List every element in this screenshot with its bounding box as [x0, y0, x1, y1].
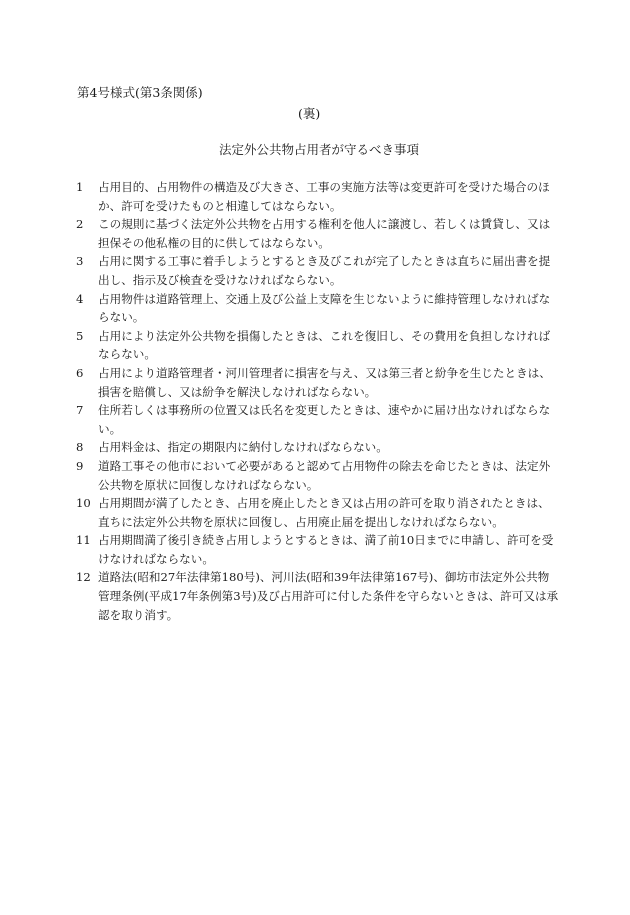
rule-item: [76, 215, 560, 252]
rule-text: 占用期間が満了したとき、占用を廃止したとき又は占用の許可を取り消されたときは、直ちに法定外公共物を原状に回復し、占用廃止届を提出しなければならない。: [98, 496, 550, 529]
rule-text: 占用により法定外公共物を損傷したときは、これを復旧し、その費用を負担しなければならない。: [98, 328, 551, 362]
rule-text: 占用物件は道路管理上、交通上及び公益上支障を生じないように維持管理しなければならない。: [98, 291, 551, 325]
rule-item: [76, 178, 560, 215]
rule-number: 8: [76, 440, 84, 455]
rule-text: 道路工事その他市において必要があると認めて占用物件の除去を命じたときは、法定外公共物を原状に回復しなければならない。: [98, 458, 551, 492]
rule-text: 道路法(昭和27年法律第180号)、河川法(昭和39年法律第167号)、御坊市法定外公共物管理条例(平成17年条例第3号)及び占用許可に付した条件を守らないときは、許可又は承認を取り消す。: [98, 570, 559, 622]
rule-text: 住所若しくは事務所の位置又は氏名を変更したときは、速やかに届け出なければならない。: [98, 403, 551, 436]
reverse-side-label: (裏): [298, 106, 321, 121]
rule-text: 占用期間満了後引き続き占用しようとするときは、満了前10日までに申請し、許可を受けなければならない。: [98, 533, 554, 566]
rule-number: 5: [76, 328, 84, 343]
rules-list: [76, 178, 560, 624]
rule-number: 4: [76, 291, 84, 306]
rule-number: 10: [76, 496, 91, 511]
document-title: 法定外公共物占用者が守るべき事項: [219, 142, 420, 157]
rule-item: [76, 327, 560, 364]
rule-item: [76, 531, 560, 568]
rule-item: [76, 290, 560, 327]
rule-number: 6: [76, 365, 84, 380]
rule-text: 占用により道路管理者・河川管理者に損害を与え、又は第三者と紛争を生じたときは、損害を賠償し、又は紛争を解決しなければならない。: [98, 365, 551, 399]
rule-number: 7: [76, 403, 84, 418]
rule-number: 9: [76, 458, 84, 473]
rule-number: 2: [76, 217, 84, 232]
rule-text: 占用に関する工事に着手しようとするとき及びこれが完了したときは直ちに届出書を提出し、指示及び検査を受けなければならない。: [98, 254, 551, 287]
rule-item: [76, 494, 560, 531]
rule-number: 3: [76, 254, 84, 269]
rule-number: 12: [76, 570, 91, 585]
rule-item: [76, 252, 560, 289]
rule-text: 占用目的、占用物件の構造及び大きさ、工事の実施方法等は変更許可を受けた場合のほか、許可を受けたものと相違してはならない。: [98, 180, 550, 213]
rule-item: [76, 438, 560, 457]
rule-number: 11: [76, 533, 91, 548]
rule-text: 占用料金は、指定の期限内に納付しなければならない。: [98, 440, 388, 455]
rule-number: 1: [76, 180, 84, 194]
rule-item: [76, 457, 560, 494]
form-number-label: 第4号様式(第3条関係): [77, 85, 203, 100]
rule-item: [76, 364, 560, 401]
rule-item: [76, 401, 560, 438]
rule-item: [76, 568, 560, 624]
rule-text: この規則に基づく法定外公共物を占用する権利を他人に譲渡し、若しくは賃貸し、又は担保その他私権の目的に供してはならない。: [98, 217, 551, 250]
